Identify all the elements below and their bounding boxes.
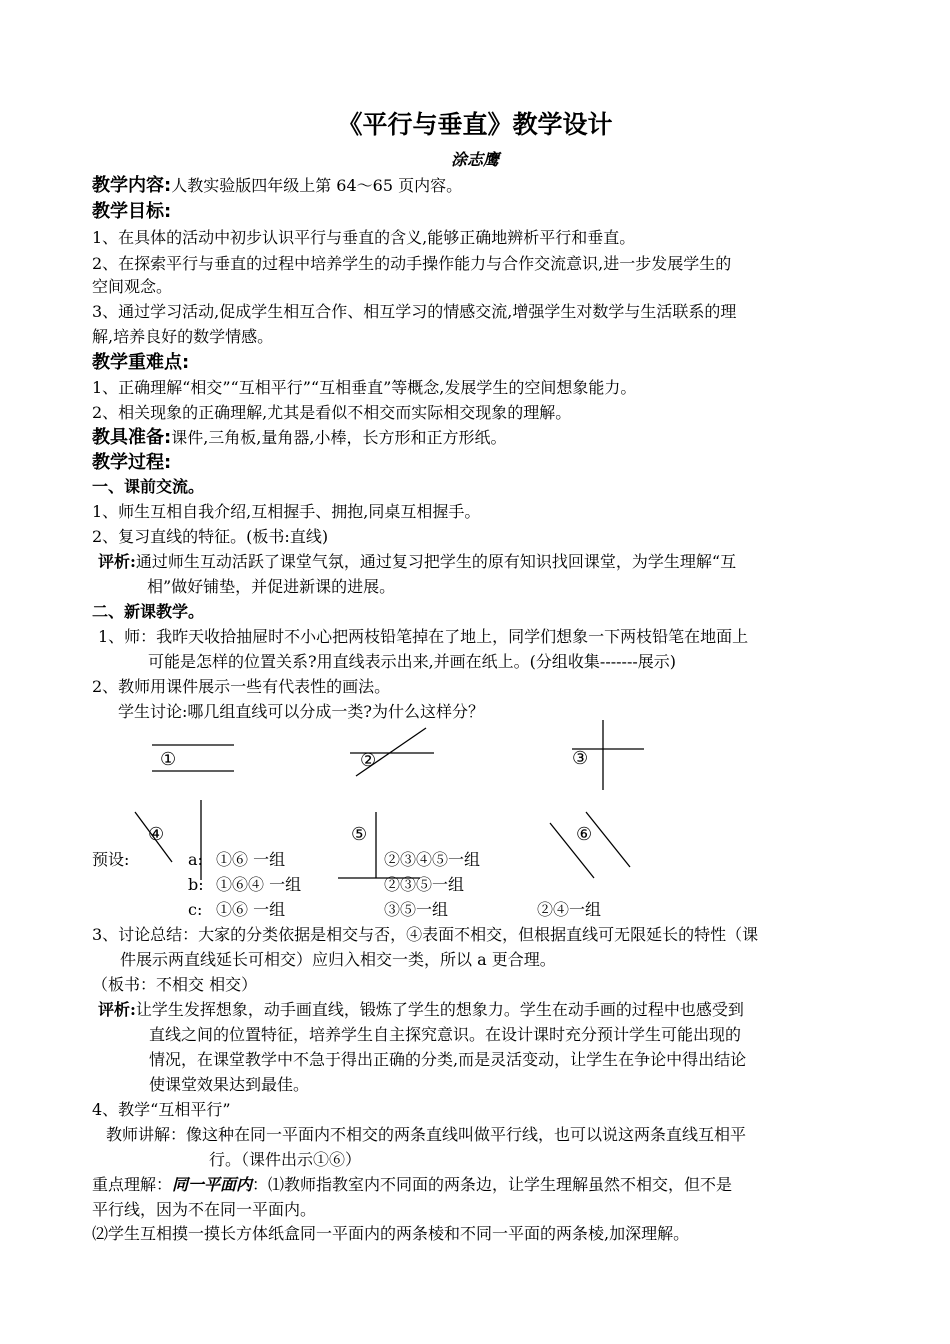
analysis-1-line: 相”做好铺垫，并促进新课的进展。 <box>147 577 396 596</box>
analysis-2-line: 情况，在课堂教学中不急于得出正确的分类,而是灵活变动，让学生在争论中得出结论 <box>149 1050 747 1069</box>
key-understanding-label: 重点理解： <box>92 1175 173 1194</box>
figure-label-5: ⑤ <box>351 824 368 845</box>
figure-label-3: ③ <box>572 748 589 769</box>
key-term: 同一平面内 <box>172 1175 253 1194</box>
figure-label-4: ④ <box>148 824 165 845</box>
section2-line: 学生讨论:哪几组直线可以分成一类?为什么这样分？ <box>118 702 484 721</box>
preset-b-key: b: <box>188 875 204 894</box>
preset-a-key: a: <box>188 850 203 869</box>
section3-line: 件展示两直线延长可相交）应归入相交一类，所以 a 更合理。 <box>120 950 556 969</box>
preset-a-2: ②③④⑤一组 <box>384 850 481 869</box>
preset-c-2: ③⑤一组 <box>384 900 449 919</box>
process-label: 教学过程: <box>92 452 172 473</box>
analysis-label: 评析: <box>98 1000 136 1019</box>
content-label: 教学内容: <box>92 175 172 196</box>
analysis-text: 让学生发挥想象，动手画直线，锻炼了学生的想象力。学生在动手画的过程中也感受到 <box>135 1000 744 1019</box>
tools-label: 教具准备: <box>92 427 172 448</box>
author: 涂志鹰 <box>450 150 499 169</box>
preset-label: 预设: <box>92 850 130 869</box>
section4-line: 平行线，因为不在同一平面内。 <box>92 1200 317 1219</box>
analysis-label: 评析: <box>98 552 136 571</box>
analysis-text: 通过师生互动活跃了课堂气氛，通过复习把学生的原有知识找回课堂，为学生理解“互 <box>135 552 737 571</box>
section1-line: 1、师生互相自我介绍,互相握手、拥抱,同桌互相握手。 <box>92 502 481 521</box>
section1-line: 2、复习直线的特征。(板书:直线) <box>92 527 329 546</box>
preset-c-3: ②④一组 <box>537 900 602 919</box>
figure-label-6: ⑥ <box>576 824 593 845</box>
section4-line: ⑵学生互相摸一摸长方体纸盒同一平面内的两条棱和不同一平面的两条棱,加深理解。 <box>92 1224 690 1243</box>
keypoint-item: 2、相关现象的正确理解,尤其是看似不相交而实际相交现象的理解。 <box>92 403 572 422</box>
goal-item: 3、通过学习活动,促成学生相互合作、相互学习的情感交流,增强学生对数学与生活联系的理 <box>92 302 737 321</box>
analysis-2-line: 直线之间的位置特征，培养学生自主探究意识。在设计课时充分预计学生可能出现的 <box>149 1025 742 1044</box>
section2-line: 1、师：我昨天收拾抽屉时不小心把两枝铅笔掉在了地上，同学们想象一下两枝铅笔在地面上 <box>98 627 749 646</box>
goal-item: 1、在具体的活动中初步认识平行与垂直的含义,能够正确地辨析平行和垂直。 <box>92 228 636 247</box>
section4-line: 4、教学“互相平行” <box>92 1100 231 1119</box>
section2-heading: 二、新课教学。 <box>92 602 205 621</box>
key-understanding-text: ：⑴教师指教室内不同面的两条边，让学生理解虽然不相交，但不是 <box>252 1175 733 1194</box>
analysis-2-line: 使课堂效果达到最佳。 <box>149 1075 310 1094</box>
preset-c-1: ①⑥ 一组 <box>216 900 286 919</box>
section4-line: 教师讲解：像这种在同一平面内不相交的两条直线叫做平行线，也可以说这两条直线互相平 <box>106 1125 747 1144</box>
goal-item: 空间观念。 <box>92 277 173 296</box>
tools-text: 课件,三角板,量角器,小棒，长方形和正方形纸。 <box>171 428 507 447</box>
goal-item: 解,培养良好的数学情感。 <box>92 327 274 346</box>
section2-line: 2、教师用课件展示一些有代表性的画法。 <box>92 677 391 696</box>
analysis-2-line <box>98 1000 744 1020</box>
preset-b-1: ①⑥④ 一组 <box>216 875 302 894</box>
key-understanding-line <box>92 1175 732 1195</box>
section4-line: 行。（课件出示①⑥） <box>209 1150 362 1169</box>
section1-heading: 一、课前交流。 <box>92 477 205 496</box>
section3-line: 3、讨论总结：大家的分类依据是相交与否，④表面不相交，但根据直线可无限延长的特性（课 <box>92 925 759 944</box>
board-note: （板书：不相交 相交） <box>92 975 258 994</box>
goal-item: 2、在探索平行与垂直的过程中培养学生的动手操作能力与合作交流意识,进一步发展学生的 <box>92 254 732 273</box>
content-text: 人教实验版四年级上第 64～65 页内容。 <box>171 176 463 195</box>
line-6b <box>586 812 630 867</box>
figure-label-1: ① <box>160 749 177 770</box>
section2-line: 可能是怎样的位置关系?用直线表示出来,并画在纸上。(分组收集-------展示) <box>148 652 676 671</box>
preset-b-2: ②③⑤一组 <box>384 875 465 894</box>
keypoints-label: 教学重难点: <box>92 352 190 373</box>
goals-label: 教学目标: <box>92 201 172 222</box>
keypoint-item: 1、正确理解“相交”“互相平行”“互相垂直”等概念,发展学生的空间想象能力。 <box>92 378 637 397</box>
preset-a-1: ①⑥ 一组 <box>216 850 286 869</box>
figure-label-2: ② <box>360 750 377 771</box>
page-title: 《平行与垂直》教学设计 <box>337 110 613 139</box>
preset-c-key: c: <box>188 900 203 919</box>
